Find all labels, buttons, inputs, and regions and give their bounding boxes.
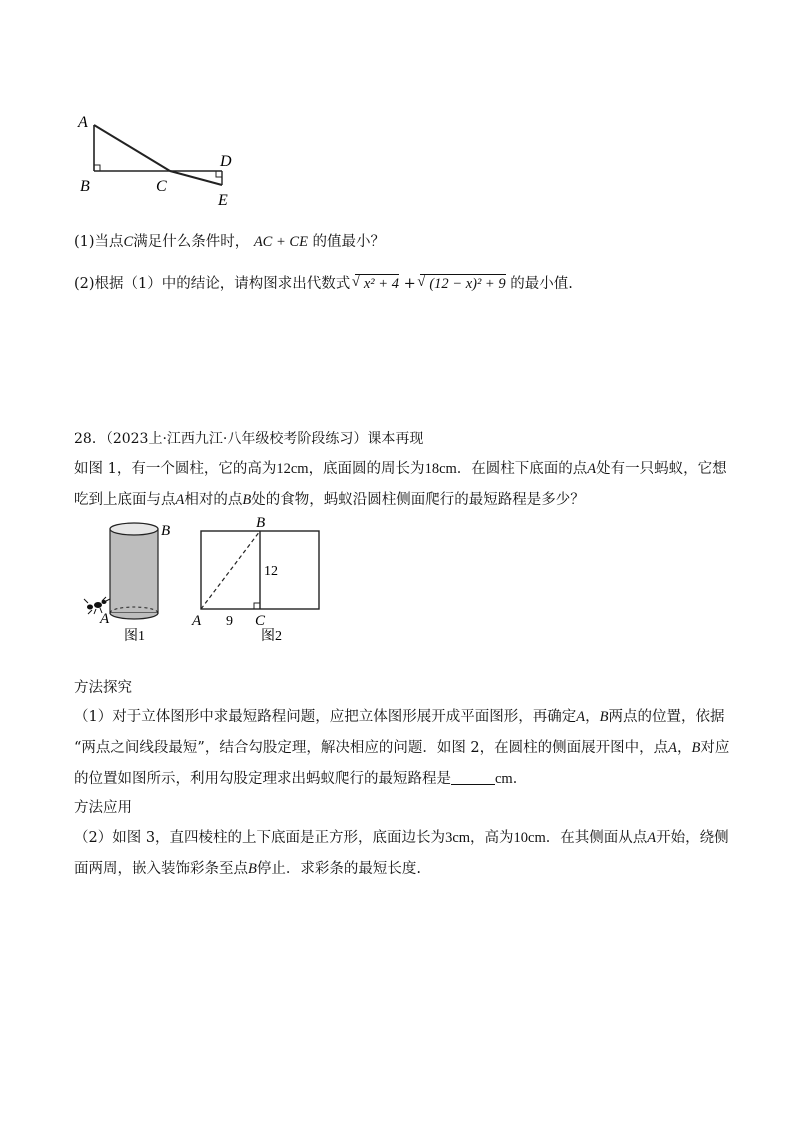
q27-part1-point: C (123, 234, 134, 250)
answer-blank[interactable] (451, 770, 495, 785)
q27-part1-mid: 满足什么条件时， (133, 234, 250, 250)
q28-text: 的位置如图所示，利用勾股定理求出蚂蚁爬行的最短路程是 (74, 771, 451, 787)
q28-header (74, 428, 423, 448)
prism-height-value: 10cm (513, 830, 546, 846)
q27-part2-prefix: (2)根据（1）中的结论，请构图求出代数式 (74, 276, 351, 292)
right-angle-mark-C (254, 603, 260, 609)
label-D: D (220, 153, 232, 170)
fig2-label-C: C (255, 613, 266, 629)
label-B: B (80, 178, 90, 195)
side-length-value: 3cm (445, 830, 471, 846)
q28-text: 面两周，嵌入装饰彩条至点 (74, 861, 248, 877)
fig2-caption: 图2 (261, 629, 282, 644)
q28-text: 处的食物，蚂蚁沿圆柱侧面爬行的最短路程是多少？ (251, 492, 585, 508)
q28-text: 停止．求彩条的最短长度. (256, 861, 421, 877)
q28-text: （1）对于立体图形中求最短路程问题，应把立体图形展开成平面图形，再确定 (74, 709, 577, 725)
q28-para1-line1 (74, 457, 727, 478)
plus-sign: + (403, 276, 416, 292)
q28-text: 处有一只蚂蚁，它想 (596, 461, 727, 477)
q27-part1-expr: AC + CE (253, 234, 308, 250)
shortest-path-dashed (201, 531, 260, 609)
s2-line1 (74, 826, 729, 847)
point-A: A (647, 830, 657, 846)
segment-CE (170, 171, 222, 185)
segment-AC (94, 125, 170, 171)
q28-figures (80, 515, 340, 645)
sqrt-sign-1: √ (351, 274, 360, 290)
point-B: B (599, 709, 609, 725)
right-angle-mark-D (216, 171, 222, 177)
point-A: A (576, 709, 586, 725)
q28-text: （2）如图 3，直四棱柱的上下底面是正方形，底面边长为 (74, 830, 446, 846)
cylinder-body (110, 529, 158, 613)
q27-figure (70, 105, 250, 215)
s1-line2 (74, 736, 729, 757)
fig1-label-A: A (100, 611, 110, 627)
q27-part2-suffix: 的最小值. (510, 276, 573, 292)
fig2-label-A: A (192, 613, 202, 629)
point-B: B (248, 861, 257, 877)
circumference-value: 18cm (424, 461, 457, 477)
s2-line2 (74, 857, 421, 878)
fig2-label-9: 9 (226, 614, 233, 629)
q28-text: 开始，绕侧 (656, 830, 729, 846)
q28-para1-line2 (74, 488, 585, 509)
height-value: 12cm (276, 461, 309, 477)
sqrt-sign-2: √ (417, 274, 426, 290)
fig2-label-12: 12 (264, 564, 278, 579)
q27-part1-suffix: 的值最小？ (312, 234, 386, 250)
sqrt-radicand-2: (12 − x)² + 9 (429, 276, 506, 292)
sqrt-expression-1 (351, 274, 399, 293)
sqrt-radicand-1: x² + 4 (363, 276, 399, 292)
q28-text: ， (677, 740, 692, 756)
label-E: E (218, 192, 228, 209)
point-B: B (242, 492, 252, 508)
q28-text: ． (512, 771, 528, 787)
q28-text: ， (585, 709, 600, 725)
q28-text: ．在圆柱下底面的点 (456, 461, 588, 477)
q28-text: ，高为 (470, 830, 514, 846)
point-B: B (691, 740, 701, 756)
s1-line1 (74, 705, 724, 726)
q28-text: 吃到上底面与点 (74, 492, 176, 508)
q28-text: ，底面圆的周长为 (308, 461, 425, 477)
fig2-label-B: B (256, 515, 266, 531)
q28-text: 如图 1，有一个圆柱，它的高为 (74, 461, 277, 477)
point-A: A (175, 492, 185, 508)
q28-text: 两点的位置，依据 (608, 709, 725, 725)
cylinder-bottom-front (110, 613, 158, 619)
fig1-label-B: B (161, 523, 171, 539)
q28-text: “两点之间线段最短”，结合勾股定理，解决相应的问题．如图 2，在圆柱的侧面展开图中，点 (74, 740, 669, 756)
q27-part1 (74, 230, 385, 251)
q28-text: 相对的点 (184, 492, 243, 508)
point-A: A (587, 461, 597, 477)
sqrt-expression-2 (417, 274, 506, 293)
unit-cm: cm (495, 771, 513, 787)
point-A: A (668, 740, 678, 756)
q27-part2 (74, 272, 573, 293)
section-title-apply: 方法应用 (74, 800, 132, 816)
label-C: C (156, 178, 167, 195)
q28-text: ．在其侧面从点 (545, 830, 648, 846)
right-angle-mark-B (94, 165, 100, 171)
fig1-caption: 图1 (124, 629, 145, 644)
section-title-explore: 方法探究 (74, 680, 132, 696)
q28-source: （2023上·江西九江·八年级校考阶段练习）课本再现 (105, 431, 424, 447)
q28-number: 28． (74, 431, 106, 447)
label-A: A (78, 114, 88, 131)
cylinder-top (110, 523, 158, 535)
q28-text: 对应 (700, 740, 730, 756)
s1-line3 (74, 767, 527, 788)
q27-part1-prefix: (1)当点 (74, 234, 124, 250)
